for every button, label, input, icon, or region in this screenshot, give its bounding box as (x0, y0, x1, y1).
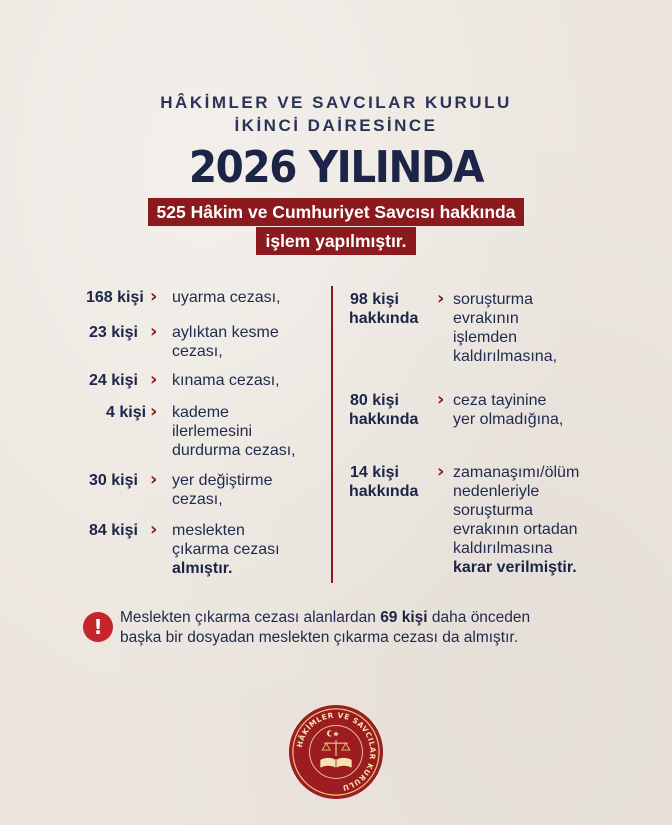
hsk-seal-logo (287, 703, 385, 801)
notice-post: daha önceden (427, 609, 531, 626)
desc-line: yer değiştirme (172, 472, 273, 489)
entry-count-suffix: hakkında (349, 411, 419, 428)
desc-bold-line: almıştır. (172, 560, 233, 577)
entry-count: 98 kişi (350, 291, 399, 308)
entry-count: 84 kişi (89, 522, 138, 539)
desc-line: ilerlemesini (172, 423, 253, 440)
entry-count: 4 kişi (106, 404, 147, 421)
svg-text:HÂKİMLER VE SAVCILAR KURULU: HÂKİMLER VE SAVCILAR KURULU (294, 710, 378, 793)
entry-description (172, 403, 342, 460)
entry-description (453, 290, 623, 366)
entry-count: 24 kişi (89, 372, 138, 389)
notice-line-2: başka bir dosyadan meslekten çıkarma cezası da almıştır. (120, 629, 519, 646)
entry-description (453, 391, 623, 429)
chevron-right-icon: › (150, 286, 158, 307)
chevron-right-icon: › (437, 461, 445, 482)
desc-line: cezası, (172, 343, 223, 360)
desc-line: kaldırılmasına (453, 540, 553, 557)
desc-line: durdurma cezası, (172, 442, 296, 459)
entry-description (172, 471, 342, 509)
header-line-2: İKİNCİ DAİRESİNCE (234, 116, 438, 135)
entry-count: 23 kişi (89, 324, 138, 341)
desc-line: kaldırılmasına, (453, 348, 558, 365)
chevron-right-icon: › (150, 401, 158, 422)
desc-line: çıkarma cezası (172, 541, 280, 558)
entry-count: 14 kişi (350, 464, 399, 481)
entry-description (453, 463, 643, 577)
banner-text-2: işlem yapılmıştır. (256, 227, 415, 255)
chevron-right-icon: › (150, 369, 158, 390)
chevron-right-icon: › (150, 519, 158, 540)
notice-bold: 69 kişi (380, 609, 428, 626)
desc-line: nedenleriyle (453, 483, 540, 500)
desc-bold-line: karar verilmiştir. (453, 559, 577, 576)
year-title: 2026 YILINDA (188, 142, 484, 193)
desc-line: meslekten (172, 522, 245, 539)
entry-description (172, 288, 342, 307)
desc-line: soruşturma (453, 502, 534, 519)
desc-line: cezası, (172, 491, 223, 508)
entry-description (172, 371, 342, 390)
desc-line: yer olmadığına, (453, 411, 564, 428)
banner-line-2 (0, 227, 672, 255)
entry-count: 168 kişi (86, 289, 144, 306)
desc-line: evrakının ortadan (453, 521, 578, 538)
chevron-right-icon: › (437, 288, 445, 309)
entry-description (172, 323, 342, 361)
column-divider (331, 286, 333, 583)
entry-count: 30 kişi (89, 472, 138, 489)
desc-line: uyarma cezası, (172, 289, 281, 306)
entry-description (172, 521, 342, 578)
banner-line-1 (0, 198, 672, 226)
desc-line: kınama cezası, (172, 372, 280, 389)
entry-count: 80 kişi (350, 392, 399, 409)
notice-pre: Meslekten çıkarma cezası alanlardan (120, 609, 381, 626)
exclamation-icon: ! (83, 612, 113, 642)
desc-line: aylıktan kesme (172, 324, 279, 341)
entry-count-suffix: hakkında (349, 483, 419, 500)
desc-line: ceza tayinine (453, 392, 547, 409)
chevron-right-icon: › (150, 469, 158, 490)
notice-text (120, 608, 620, 648)
entry-count-suffix: hakkında (349, 310, 419, 327)
header-line-1: HÂKİMLER VE SAVCILAR KURULU (160, 93, 512, 112)
desc-line: evrakının (453, 310, 519, 327)
desc-line: kademe (172, 404, 229, 421)
chevron-right-icon: › (150, 321, 158, 342)
desc-line: işlemden (453, 329, 518, 346)
desc-line: zamanaşımı/ölüm (453, 464, 580, 481)
desc-line: soruşturma (453, 291, 534, 308)
banner-text-1: 525 Hâkim ve Cumhuriyet Savcısı hakkında (148, 198, 525, 226)
chevron-right-icon: › (437, 389, 445, 410)
